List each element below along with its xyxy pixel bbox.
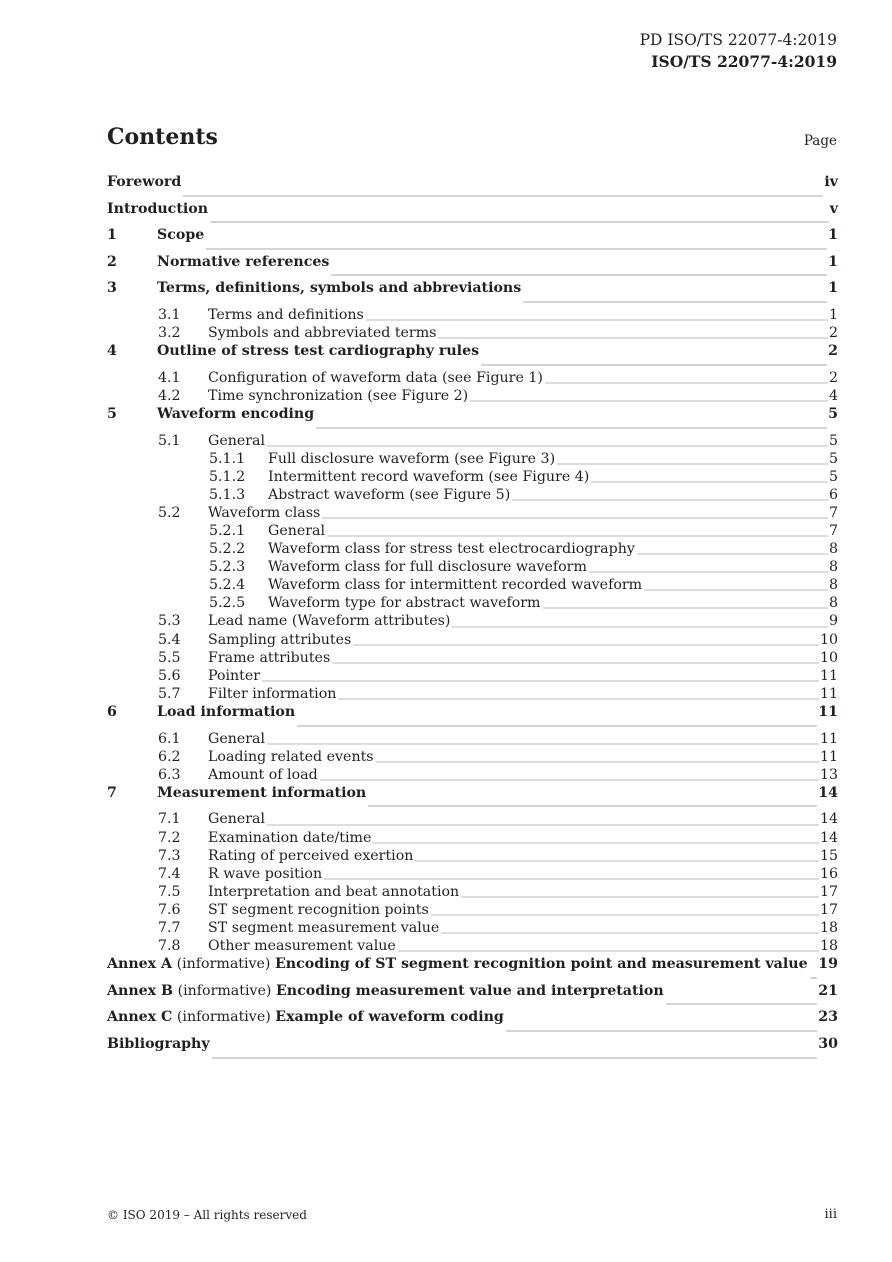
toc-entry-title: Full disclosure waveform (see Figure 3)	[268, 450, 556, 467]
toc-entry-title: Measurement information	[157, 784, 367, 801]
dot-leader	[810, 977, 818, 979]
dot-leader	[438, 337, 828, 339]
toc-entry-title: Terms and definitions	[208, 306, 364, 323]
toc-entry-title: Terms, definitions, symbols and abbreviations	[157, 280, 522, 297]
toc-entry-number: 5	[107, 405, 117, 422]
toc-entry-number: 6.1	[158, 730, 181, 747]
dot-leader	[452, 626, 828, 628]
dot-leader	[366, 319, 828, 321]
toc-entry-number: 5.5	[158, 649, 181, 666]
toc-entry-page: 14	[818, 784, 838, 801]
toc-entry[interactable]	[107, 1009, 838, 1036]
toc-entry-title: Foreword	[107, 174, 182, 190]
dot-leader	[262, 680, 819, 682]
header-document-code-bold: ISO/TS 22077-4:2019	[651, 52, 837, 71]
dot-leader	[338, 698, 819, 700]
toc-entry-title: Intermittent record waveform (see Figure 4)	[268, 468, 590, 485]
toc-entry-page: 8	[828, 541, 838, 558]
toc-entry-annex-type: (informative)	[172, 1009, 276, 1026]
toc-entry-number: 6.2	[158, 748, 181, 765]
toc-entry[interactable]	[107, 668, 838, 686]
toc-entry-title: Lead name (Waveform attributes)	[208, 613, 451, 630]
toc-entry-title: Symbols and abbreviated terms	[208, 325, 437, 342]
dot-leader	[353, 644, 819, 646]
toc-entry-title: Introduction	[107, 200, 209, 217]
dot-leader	[461, 896, 819, 898]
toc-entry-title: Waveform type for abstract waveform	[268, 595, 541, 612]
toc-entry-number: 7.1	[158, 811, 181, 828]
toc-entry-title: General	[208, 432, 266, 449]
dot-leader	[324, 878, 819, 880]
toc-entry-page: 8	[828, 577, 838, 594]
toc-entry-title: Rating of perceived exertion	[208, 847, 414, 864]
toc-entry-title: General	[208, 811, 266, 828]
toc-entry-number: 5.7	[158, 685, 181, 702]
toc-entry[interactable]	[107, 632, 838, 650]
toc-entry-number: 7.3	[158, 847, 181, 864]
toc-entry-number: 5.2.5	[209, 595, 246, 612]
toc-entry-page: 11	[819, 748, 838, 765]
toc-entry-page: 11	[819, 685, 838, 702]
dot-leader	[545, 382, 828, 384]
dot-leader	[316, 427, 827, 429]
dot-leader	[666, 1003, 818, 1005]
toc-entry-page: 8	[828, 559, 838, 576]
dot-leader	[322, 517, 828, 519]
dot-leader	[398, 950, 819, 952]
dot-leader	[506, 1030, 817, 1032]
dot-leader	[368, 805, 817, 807]
toc-entry-page: 19	[818, 956, 838, 973]
toc-entry-title: Load information	[157, 703, 296, 720]
toc-entry-number: 7.2	[158, 829, 181, 846]
dot-leader	[543, 607, 828, 609]
toc-entry[interactable]	[107, 433, 838, 451]
toc-entry[interactable]	[107, 370, 838, 388]
toc-entry-number: 7.6	[158, 901, 181, 918]
dot-leader	[320, 779, 819, 781]
toc-entry-page: iv	[824, 174, 838, 190]
toc-entry-page: 13	[819, 766, 838, 783]
toc-entry-title: Interpretation and beat annotation	[208, 883, 460, 900]
toc-entry[interactable]	[107, 830, 838, 848]
dot-leader	[470, 400, 828, 402]
dot-leader	[332, 662, 819, 664]
toc-entry-number: 3	[107, 280, 117, 297]
dot-leader	[441, 932, 819, 934]
toc-entry-page: 11	[818, 703, 838, 720]
toc-entry-page: 4	[828, 387, 838, 404]
toc-entry-number: 7.4	[158, 865, 181, 882]
dot-leader	[481, 364, 827, 366]
toc-entry[interactable]	[107, 704, 838, 731]
toc-entry-page: 30	[818, 1035, 838, 1052]
toc-entry-page: 2	[828, 325, 838, 342]
footer-copyright: © ISO 2019 – All rights reserved	[107, 1208, 307, 1222]
toc-entry[interactable]	[107, 469, 838, 487]
toc-entry-title: Waveform class for full disclosure waveform	[268, 559, 587, 576]
toc-entry-title: Configuration of waveform data (see Figure 1)	[208, 369, 543, 386]
toc-entry-title: ST segment recognition points	[208, 901, 429, 918]
toc-entry[interactable]	[107, 686, 838, 704]
toc-entry-page: 14	[819, 811, 838, 828]
toc-entry-page: 2	[828, 343, 838, 360]
toc-entry[interactable]	[107, 848, 838, 866]
toc-entry-annex-label: Annex C	[107, 1009, 173, 1026]
toc-entry[interactable]	[107, 541, 838, 559]
toc-entry-page: 10	[819, 649, 838, 666]
dot-leader	[431, 914, 819, 916]
toc-entry-title: ST segment measurement value	[208, 919, 440, 936]
toc-entry-number: 5.2.2	[209, 541, 246, 558]
toc-entry[interactable]	[107, 174, 838, 201]
toc-entry-annex-label: Annex A	[107, 956, 173, 973]
toc-entry[interactable]	[107, 343, 838, 370]
toc-entry[interactable]	[107, 902, 838, 920]
toc-entry-page: 1	[828, 280, 838, 297]
toc-entry[interactable]	[107, 613, 838, 631]
toc-entry-page: 5	[828, 405, 838, 422]
toc-entry-number: 1	[107, 227, 117, 244]
toc-entry[interactable]	[107, 884, 838, 902]
toc-entry-title: Waveform encoding	[157, 405, 315, 422]
dot-leader	[512, 499, 828, 501]
dot-leader	[210, 221, 829, 223]
dot-leader	[206, 248, 827, 250]
toc-entry[interactable]	[107, 983, 838, 1010]
dot-leader	[591, 481, 828, 483]
dot-leader	[267, 824, 819, 826]
toc-entry-page: 18	[819, 919, 838, 936]
dot-leader	[415, 860, 819, 862]
toc-entry-page: 7	[828, 523, 838, 539]
header-document-code: PD ISO/TS 22077-4:2019	[639, 31, 837, 49]
toc-entry-page: 16	[819, 865, 838, 882]
toc-entry-number: 5.1.1	[209, 450, 246, 467]
toc-entry[interactable]	[107, 388, 838, 406]
toc-entry-number: 5.4	[158, 631, 181, 648]
toc-entry-title: Other measurement value	[208, 938, 396, 955]
toc-entry[interactable]	[107, 487, 838, 505]
toc-entry-number: 5.2.3	[209, 559, 246, 576]
toc-entry-page: 5	[828, 432, 838, 449]
toc-entry[interactable]	[107, 1036, 838, 1063]
toc-entry-number: 5.1.2	[209, 468, 246, 485]
page-column-label: Page	[803, 133, 837, 149]
toc-entry-page: 11	[819, 730, 838, 747]
toc-entry[interactable]	[107, 785, 838, 812]
toc-entry-page: 15	[819, 847, 838, 864]
toc-entry-page: 7	[828, 504, 838, 521]
toc-entry-number: 5.3	[158, 613, 181, 630]
toc-entry-title: Examination date/time	[208, 829, 372, 846]
toc-entry-number: 7	[107, 784, 117, 801]
toc-entry[interactable]	[107, 451, 838, 469]
page-title: Contents	[107, 124, 218, 150]
toc-entry[interactable]	[107, 523, 838, 541]
toc-entry[interactable]	[107, 731, 838, 749]
toc-entry-page: 1	[828, 227, 838, 244]
toc-entry-page: 6	[828, 486, 838, 503]
toc-entry-title: General	[268, 523, 326, 539]
toc-entry-page: 5	[828, 468, 838, 485]
toc-entry-page: 23	[818, 1009, 838, 1026]
dot-leader	[267, 743, 819, 745]
toc-entry-page: 1	[828, 306, 838, 323]
dot-leader	[327, 535, 828, 537]
toc-entry-number: 5.2.1	[209, 523, 246, 539]
toc-entry[interactable]	[107, 811, 838, 829]
toc-entry-number: 4	[107, 343, 117, 360]
toc-entry[interactable]	[107, 307, 838, 325]
toc-entry[interactable]	[107, 749, 838, 767]
toc-entry-title: Waveform class for intermittent recorded waveform	[268, 577, 643, 594]
toc-entry[interactable]	[107, 938, 838, 956]
dot-leader	[212, 1057, 818, 1059]
toc-entry[interactable]	[107, 595, 838, 613]
toc-entry-number: 5.2.4	[209, 577, 246, 594]
toc-entry-page: 17	[819, 901, 838, 918]
toc-entry-title: Amount of load	[208, 766, 318, 783]
toc-entry-title: Pointer	[208, 667, 261, 684]
toc-entry-title: Waveform class for stress test electrocardiography	[268, 541, 635, 558]
toc-entry-title: R wave position	[208, 865, 323, 882]
toc-entry[interactable]	[107, 956, 838, 983]
toc-entry-number: 4.2	[158, 387, 181, 404]
dot-leader	[557, 463, 828, 465]
toc-entry-title: Encoding of ST segment recognition point and measurement value	[274, 956, 808, 973]
toc-entry-page: v	[829, 200, 838, 217]
toc-entry-title: Loading related events	[208, 748, 374, 765]
toc-entry-number: 5.1.3	[209, 486, 246, 503]
dot-leader	[589, 571, 828, 573]
toc-entry-page: 10	[819, 631, 838, 648]
dot-leader	[331, 274, 827, 276]
dot-leader	[373, 842, 819, 844]
toc-entry-annex-type: (informative)	[172, 956, 275, 973]
dot-leader	[644, 589, 828, 591]
toc-entry-number: 5.1	[158, 432, 181, 449]
toc-entry[interactable]	[107, 406, 838, 433]
toc-entry-number: 7.8	[158, 938, 181, 955]
toc-entry-number: 5.6	[158, 667, 181, 684]
toc-entry[interactable]	[107, 201, 838, 228]
toc-entry-page: 1	[828, 253, 838, 270]
toc-entry-page: 11	[819, 667, 838, 684]
toc-entry-page: 18	[819, 938, 838, 955]
toc-entry-title: Scope	[157, 227, 205, 244]
toc-entry-title: Encoding measurement value and interpretation	[275, 982, 664, 999]
toc-entry-number: 6.3	[158, 766, 181, 783]
toc-entry-annex-type: (informative)	[173, 982, 276, 999]
toc-entry[interactable]	[107, 254, 838, 281]
toc-entry[interactable]	[107, 767, 838, 785]
toc-entry[interactable]	[107, 227, 838, 254]
toc-entry-number: 7.7	[158, 919, 181, 936]
dot-leader	[267, 445, 828, 447]
toc-entry-title: Filter information	[208, 685, 337, 702]
toc-entry-number: 4.1	[158, 369, 181, 386]
dot-leader	[376, 761, 819, 763]
toc-entry-title: Outline of stress test cardiography rules	[157, 343, 480, 360]
toc-entry-title: Normative references	[157, 253, 330, 270]
toc-entry-number: 2	[107, 253, 117, 270]
toc-entry-title: Abstract waveform (see Figure 5)	[268, 486, 511, 503]
dot-leader	[523, 301, 827, 303]
toc-entry-title: Frame attributes	[208, 649, 331, 666]
toc-entry-page: 5	[828, 450, 838, 467]
toc-entry[interactable]	[107, 280, 838, 307]
toc-entry-number: 3.2	[158, 325, 181, 342]
toc-entry-page: 8	[828, 595, 838, 612]
footer-page-number: iii	[824, 1207, 837, 1222]
toc-entry[interactable]	[107, 650, 838, 668]
toc-entry-number: 5.2	[158, 504, 181, 521]
toc-entry-page: 21	[818, 982, 838, 999]
toc-entry-title: General	[208, 730, 266, 747]
toc-entry[interactable]	[107, 577, 838, 595]
table-of-contents	[107, 174, 838, 1063]
toc-entry-title: Time synchronization (see Figure 2)	[208, 387, 469, 404]
toc-entry-number: 6	[107, 703, 117, 720]
toc-entry-page: 2	[828, 369, 838, 386]
toc-entry[interactable]	[107, 866, 838, 884]
dot-leader	[637, 553, 828, 555]
toc-entry-title: Example of waveform coding	[275, 1009, 504, 1026]
toc-entry-page: 14	[819, 829, 838, 846]
toc-entry-title: Sampling attributes	[208, 631, 352, 648]
toc-entry-page: 9	[828, 613, 838, 630]
toc-entry-title: Waveform class	[208, 504, 321, 521]
toc-entry[interactable]	[107, 325, 838, 343]
dot-leader	[183, 195, 823, 197]
toc-entry[interactable]	[107, 505, 838, 523]
toc-entry-annex-label: Annex B	[107, 982, 174, 999]
toc-entry[interactable]	[107, 559, 838, 577]
toc-entry-page: 17	[819, 883, 838, 900]
toc-entry-number: 7.5	[158, 883, 181, 900]
toc-entry-number: 3.1	[158, 306, 181, 323]
toc-entry[interactable]	[107, 920, 838, 938]
dot-leader	[297, 725, 817, 727]
toc-entry-title: Bibliography	[107, 1035, 210, 1052]
